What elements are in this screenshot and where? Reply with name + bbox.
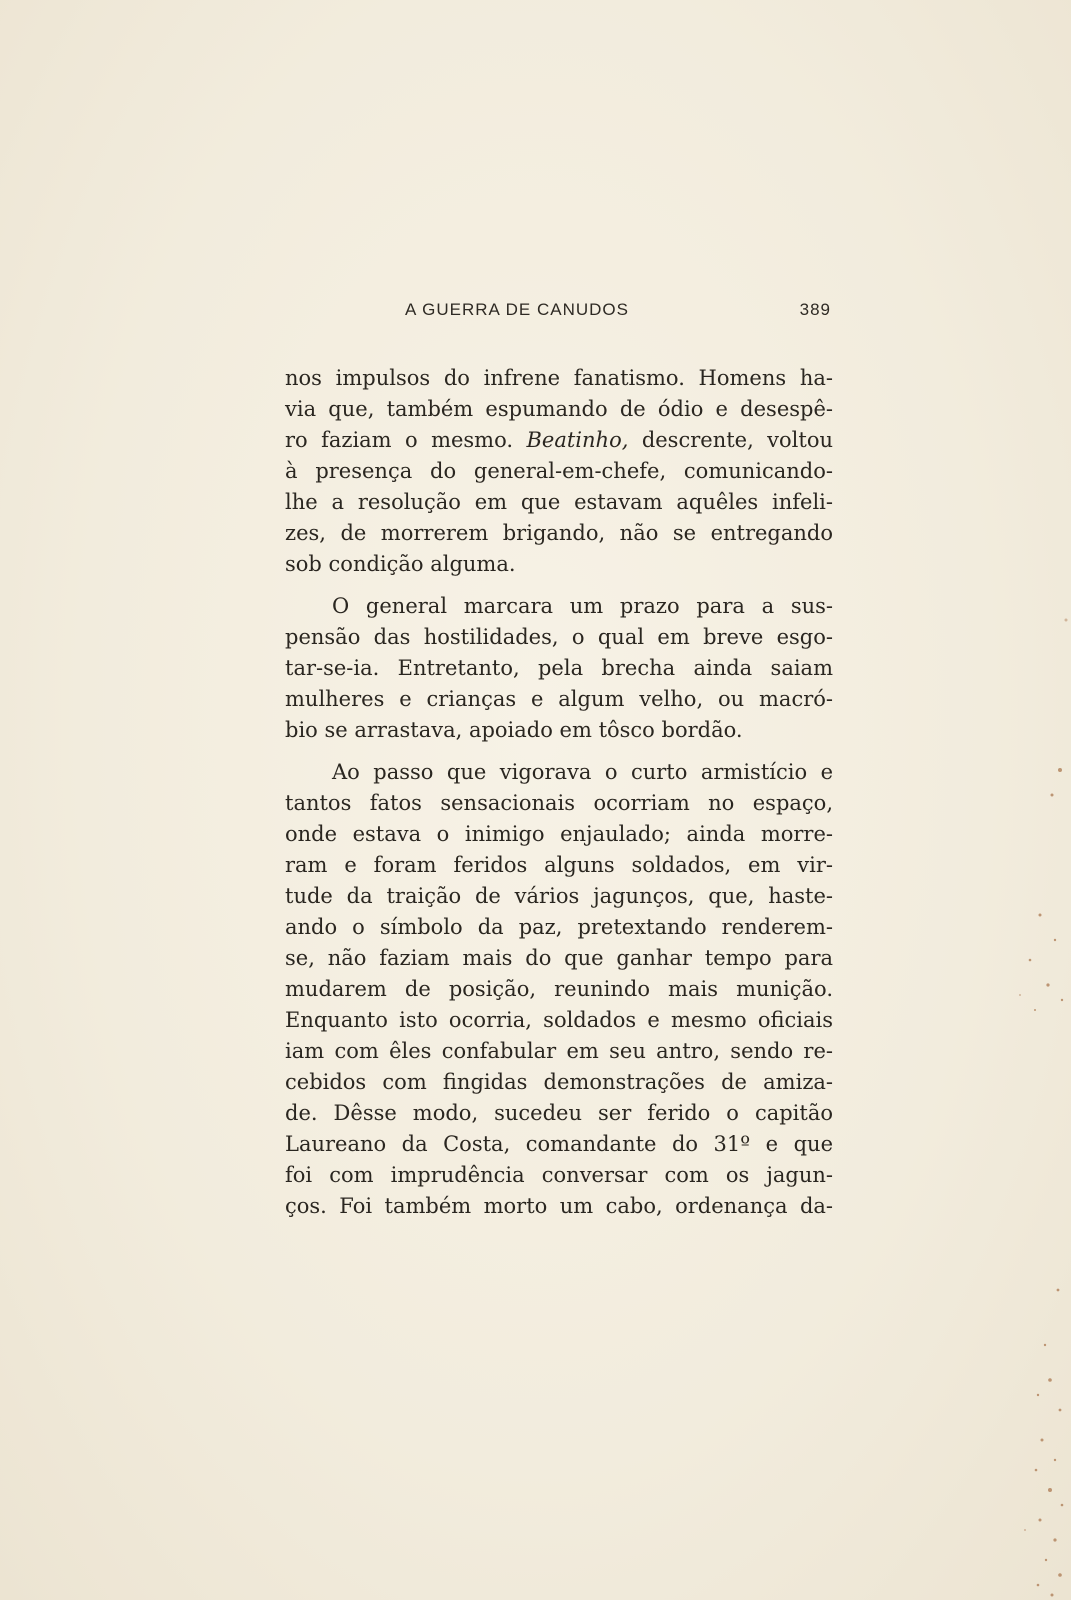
text-line: ando o símbolo da paz, pretextando renderem- [285,915,833,939]
paragraph-gap [285,580,833,591]
text-line: via que, também espumando de ódio e desespê- [285,397,833,421]
text-line: O general marcara um prazo para a sus- [332,594,833,618]
paragraph-gap [285,746,833,757]
text-line-mixed [285,425,833,456]
paragraph-1 [285,363,833,580]
text-line: ram e foram feridos alguns soldados, em vir- [285,853,833,877]
text-line: mulheres e crianças e algum velho, ou macró- [285,687,833,711]
text-line: tude da traição de vários jagunços, que, haste- [285,884,833,908]
text-line: tar-se-ia. Entretanto, pela brecha ainda saiam [285,656,833,680]
text-line: zes, de morrerem brigando, não se entregando [285,521,833,545]
body-text [285,363,833,1222]
text-line: lhe a resolução em que estavam aquêles infeli- [285,490,833,514]
text-line: de. Dêsse modo, sucedeu ser ferido o capitão [285,1101,833,1125]
text-line: Laureano da Costa, comandante do 31º e que [285,1132,833,1156]
text-line: Ao passo que vigorava o curto armistício e [332,760,833,784]
paragraph-3 [285,757,833,1222]
text-line: ços. Foi também morto um cabo, ordenança da- [285,1194,833,1218]
text-line: pensão das hostilidades, o qual em breve esgo- [285,625,833,649]
text-line: se, não faziam mais do que ganhar tempo para [285,946,833,970]
page-number: 389 [799,300,831,319]
text-span: ro faziam o mesmo. [285,428,514,452]
running-title: A GUERRA DE CANUDOS [405,300,629,319]
text-line: nos impulsos do infrene fanatismo. Homens ha- [285,366,833,390]
text-line: iam com êles confabular em seu antro, sendo re- [285,1039,833,1063]
text-line: foi com imprudência conversar com os jagun- [285,1163,833,1187]
text-line: bio se arrastava, apoiado em tôsco bordão. [285,718,743,742]
text-line: sob condição alguma. [285,552,516,576]
text-line: à presença do general-em-chefe, comunicando- [285,459,833,483]
text-span: descrente, voltou [641,428,833,452]
running-head [285,300,831,324]
italic-name: Beatinho, [526,428,629,452]
text-line: mudarem de posição, reunindo mais munição. [285,977,833,1001]
paragraph-2 [285,591,833,746]
text-line: Enquanto isto ocorria, soldados e mesmo oficiais [285,1008,833,1032]
text-line: cebidos com fingidas demonstrações de amiza- [285,1070,833,1094]
text-line: tantos fatos sensacionais ocorriam no espaço, [285,791,833,815]
text-line: onde estava o inimigo enjaulado; ainda morre- [285,822,833,846]
